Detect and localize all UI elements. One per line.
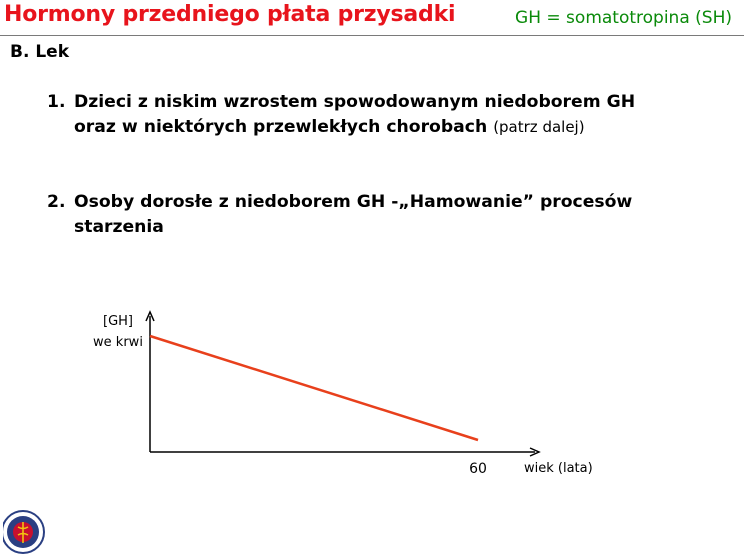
section-heading: B. Lek: [10, 42, 70, 62]
y-axis-label: [GH]: [103, 314, 133, 329]
item-number: 1.: [47, 92, 66, 112]
item-line: Osoby dorosłe z niedoborem GH -„Hamowanie” procesów: [74, 192, 633, 212]
x-tick-label: 60: [469, 461, 487, 477]
item-note: (patrz dalej): [493, 118, 585, 136]
university-seal-icon: [3, 500, 47, 556]
item-line: starzenia: [74, 217, 164, 237]
item-line: Dzieci z niskim wzrostem spowodowanym niedoborem GH: [74, 92, 636, 112]
y-axis-label: we krwi: [93, 335, 143, 350]
slide-subtitle: GH = somatotropina (SH): [515, 8, 732, 28]
item-number: 2.: [47, 192, 66, 212]
slide-title: Hormony przedniego płata przysadki: [4, 2, 456, 27]
gh-decline-line: [150, 336, 478, 440]
item-line: oraz w niektórych przewlekłych chorobach: [74, 117, 488, 137]
x-axis-label: wiek (lata): [524, 461, 593, 476]
